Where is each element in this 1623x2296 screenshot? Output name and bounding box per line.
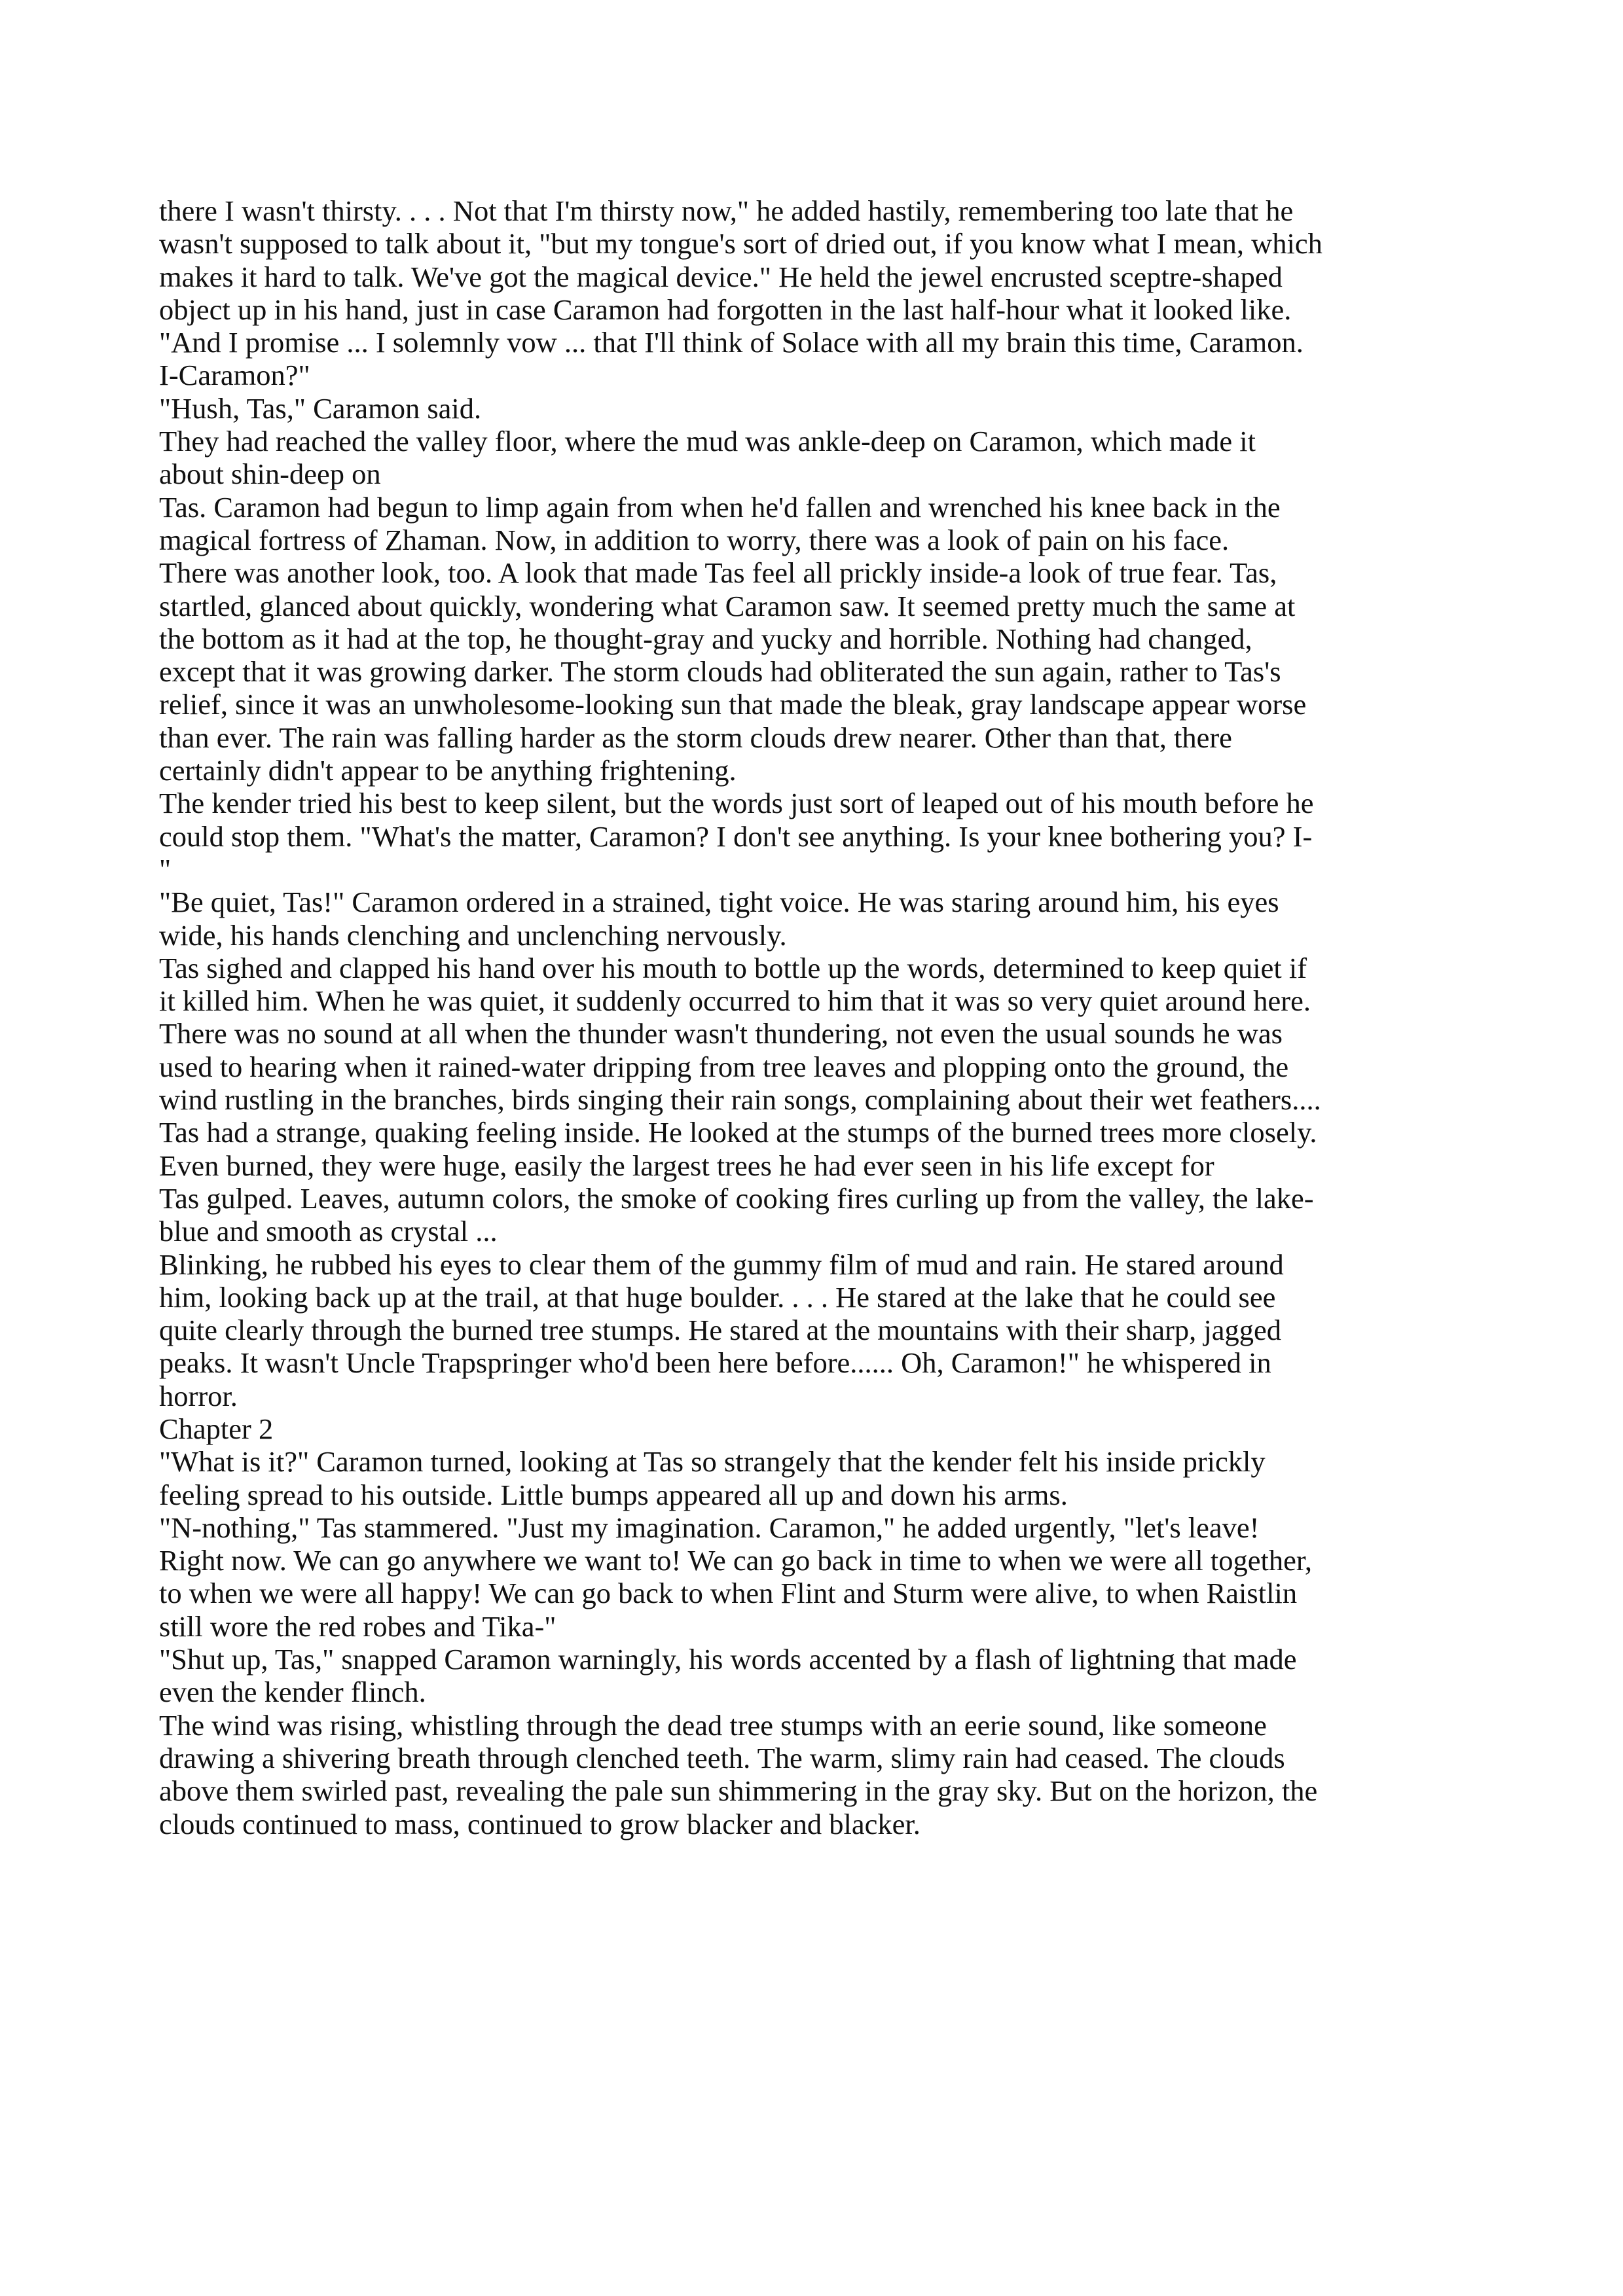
text-line: there I wasn't thirsty. . . . Not that I'm thirsty now," he added hastily, remembering too late that he: [159, 194, 1294, 227]
text-line: about shin-deep on: [159, 457, 381, 491]
text-line: the bottom as it had at the top, he thought-gray and yucky and horrible. Nothing had changed,: [159, 622, 1252, 655]
text-line: ": [159, 852, 172, 886]
text-line: wasn't supposed to talk about it, "but my tongue's sort of dried out, if you know what I mean, which: [159, 227, 1322, 260]
text-line: still wore the red robes and Tika-": [159, 1609, 556, 1643]
text-line: even the kender flinch.: [159, 1676, 426, 1709]
text-line: "And I promise ... I solemnly vow ... that I'll think of Solace with all my brain this time, Caramon.: [159, 326, 1304, 359]
text-line: wind rustling in the branches, birds singing their rain songs, complaining about their wet feathers....: [159, 1083, 1321, 1117]
text-line: I-Caramon?": [159, 359, 310, 392]
text-line: Blinking, he rubbed his eyes to clear them of the gummy film of mud and rain. He stared around: [159, 1247, 1284, 1281]
text-line: quite clearly through the burned tree stumps. He stared at the mountains with their sharp, jagged: [159, 1314, 1282, 1347]
text-line: "Be quiet, Tas!" Caramon ordered in a strained, tight voice. He was staring around him, his eyes: [159, 886, 1279, 919]
text-line: There was no sound at all when the thunder wasn't thundering, not even the usual sounds he was: [159, 1017, 1283, 1050]
text-line: "Shut up, Tas," snapped Caramon warningly, his words accented by a flash of lightning that made: [159, 1643, 1297, 1676]
text-line: to when we were all happy! We can go back to when Flint and Sturm were alive, to when Raistlin: [159, 1577, 1298, 1610]
text-line: horror.: [159, 1379, 238, 1412]
text-line: The wind was rising, whistling through the dead tree stumps with an eerie sound, like someone: [159, 1708, 1267, 1742]
text-line: "N-nothing," Tas stammered. "Just my imagination. Caramon," he added urgently, "let's leave!: [159, 1511, 1260, 1544]
text-line: magical fortress of Zhaman. Now, in addition to worry, there was a look of pain on his face.: [159, 523, 1230, 556]
text-line: Tas. Caramon had begun to limp again from when he'd fallen and wrenched his knee back in the: [159, 490, 1281, 524]
text-line: than ever. The rain was falling harder as the storm clouds drew nearer. Other than that, there: [159, 721, 1232, 754]
text-line: clouds continued to mass, continued to grow blacker and blacker.: [159, 1807, 921, 1840]
text-line: blue and smooth as crystal ...: [159, 1215, 498, 1248]
text-line: The kender tried his best to keep silent, but the words just sort of leaped out of his mouth before he: [159, 787, 1314, 820]
text-line: Tas sighed and clapped his hand over his mouth to bottle up the words, determined to keep quiet if: [159, 951, 1307, 984]
text-line: drawing a shivering breath through clenched teeth. The warm, slimy rain had ceased. The clouds: [159, 1741, 1285, 1774]
text-line: could stop them. "What's the matter, Caramon? I don't see anything. Is your knee bothering you? I-: [159, 819, 1313, 853]
text-line: above them swirled past, revealing the pale sun shimmering in the gray sky. But on the horizon, the: [159, 1774, 1318, 1808]
text-line: "What is it?" Caramon turned, looking at Tas so strangely that the kender felt his inside prickly: [159, 1445, 1266, 1479]
text-line: Tas gulped. Leaves, autumn colors, the smoke of cooking fires curling up from the valley, the lake-: [159, 1181, 1314, 1215]
text-line: object up in his hand, just in case Caramon had forgotten in the last half-hour what it looked like.: [159, 293, 1292, 326]
text-line: "Hush, Tas," Caramon said.: [159, 391, 482, 425]
text-line: except that it was growing darker. The storm clouds had obliterated the sun again, rather to Tas's: [159, 655, 1281, 689]
text-line: startled, glanced about quickly, wondering what Caramon saw. It seemed pretty much the same at: [159, 589, 1296, 622]
text-line: used to hearing when it rained-water dripping from tree leaves and plopping onto the ground, the: [159, 1050, 1289, 1083]
text-line: Even burned, they were huge, easily the largest trees he had ever seen in his life except for: [159, 1149, 1214, 1182]
text-line: They had reached the valley floor, where the mud was ankle-deep on Caramon, which made it: [159, 425, 1256, 458]
text-line: Chapter 2: [159, 1412, 274, 1445]
text-line: Tas had a strange, quaking feeling inside. He looked at the stumps of the burned trees more closely.: [159, 1116, 1317, 1149]
text-line: Right now. We can go anywhere we want to! We can go back in time to when we were all together,: [159, 1544, 1313, 1577]
text-line: him, looking back up at the trail, at that huge boulder. . . . He stared at the lake that he could see: [159, 1280, 1276, 1314]
document-page: [159, 194, 1482, 1840]
text-line: feeling spread to his outside. Little bumps appeared all up and down his arms.: [159, 1478, 1068, 1511]
text-line: certainly didn't appear to be anything frightening.: [159, 754, 737, 787]
text-line: wide, his hands clenching and unclenching nervously.: [159, 918, 787, 952]
text-line: relief, since it was an unwholesome-looking sun that made the bleak, gray landscape appear worse: [159, 688, 1307, 721]
text-line: There was another look, too. A look that made Tas feel all prickly inside-a look of true fear. Tas,: [159, 556, 1277, 590]
text-line: peaks. It wasn't Uncle Trapspringer who'd been here before...... Oh, Caramon!" he whispered in: [159, 1346, 1271, 1380]
text-line: it killed him. When he was quiet, it suddenly occurred to him that it was so very quiet around here.: [159, 984, 1311, 1018]
text-line: makes it hard to talk. We've got the magical device." He held the jewel encrusted sceptre-shaped: [159, 260, 1283, 293]
